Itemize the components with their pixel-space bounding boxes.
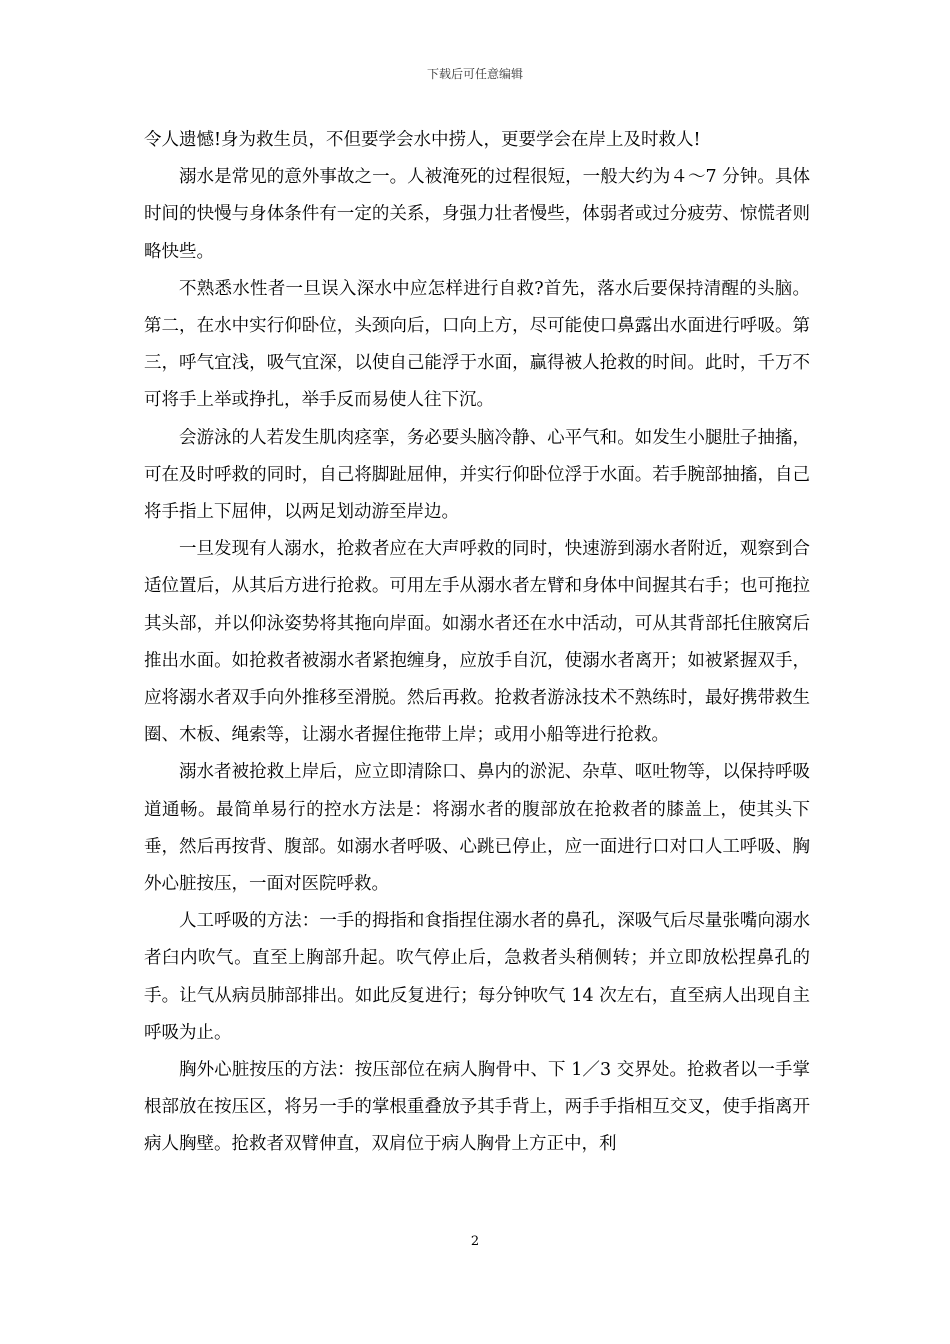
paragraph-drowning-intro: 溺水是常见的意外事故之一。人被淹死的过程很短，一般大约为４～7 分钟。具体时间的快慢与身体条件有一定的关系，身强力壮者慢些，体弱者或过分疲劳、惊慌者则略快些。 [144, 167, 810, 262]
page-number: 2 [470, 1234, 480, 1249]
paragraph-rescue-method: 一旦发现有人溺水，抢救者应在大声呼救的同时，快速游到溺水者附近，观察到合适位置后，从其后方进行抢救。可用左手从溺水者左臂和身体中间握其右手；也可拖拉其头部，并以仰泳姿势将其拖向岸面。如溺水者还在水中活动，可从其背部托住腋窝后推出水面。如抢救者被溺水者紧抱缠身，应放手自沉，使溺水者离开；如被紧握双手，应将溺水者双手向外推移至滑脱。然后再救。抢救者游泳技术不熟练时，最好携带救生圈、木板、绳索等，让溺水者握住拖带上岸；或用小船等进行抢救。 [144, 539, 810, 746]
paragraph-continuation: 令人遗憾!身为救生员，不但要学会水中捞人，更要学会在岸上及时救人! [144, 130, 701, 150]
paragraph-after-rescue: 溺水者被抢救上岸后，应立即清除口、鼻内的淤泥、杂草、呕吐物等，以保持呼吸道通畅。最简单易行的控水方法是：将溺水者的腹部放在抢救者的膝盖上，使其头下垂，然后再按背、腹部。如溺水者呼吸、心跳已停止，应一面进行口对口人工呼吸、胸外心脏按压，一面对医院呼救。 [144, 762, 810, 895]
document-body [144, 122, 810, 1164]
paragraph-muscle-cramp: 会游泳的人若发生肌肉痉挛，务必要头脑冷静、心平气和。如发生小腿肚子抽搐，可在及时呼救的同时，自己将脚趾屈伸，并实行仰卧位浮于水面。若手腕部抽搐，自己将手指上下屈伸，以两足划动游至岸边。 [144, 427, 810, 523]
paragraph-chest-compression: 胸外心脏按压的方法：按压部位在病人胸骨中、下 1／3 交界处。抢救者以一手掌根部放在按压区，将另一手的掌根重叠放予其手背上，两手手指相互交叉，使手指离开病人胸壁。抢救者双臂伸直，双肩位于病人胸骨上方正中，利 [144, 1060, 810, 1155]
paragraph-artificial-respiration: 人工呼吸的方法：一手的拇指和食指捏住溺水者的鼻孔，深吸气后尽量张嘴向溺水者臼内吹气。直至上胸部升起。吹气停止后，急救者头稍侧转；并立即放松捏鼻孔的手。让气从病员肺部排出。如此反复进行；每分钟吹气 14 次左右，直至病人出现自主呼吸为止。 [144, 911, 810, 1043]
page-header: 下载后可任意编辑 [426, 67, 523, 81]
paragraph-self-rescue: 不熟悉水性者一旦误入深水中应怎样进行自救?首先，落水后要保持清醒的头脑。第二，在水中实行仰卧位，头颈向后，口向上方，尽可能使口鼻露出水面进行呼吸。第三，呼气宜浅，吸气宜深，以使自己能浮于水面，赢得被人抢救的时间。此时，千万不可将手上举或挣扎，举手反而易使人往下沉。 [144, 278, 810, 411]
